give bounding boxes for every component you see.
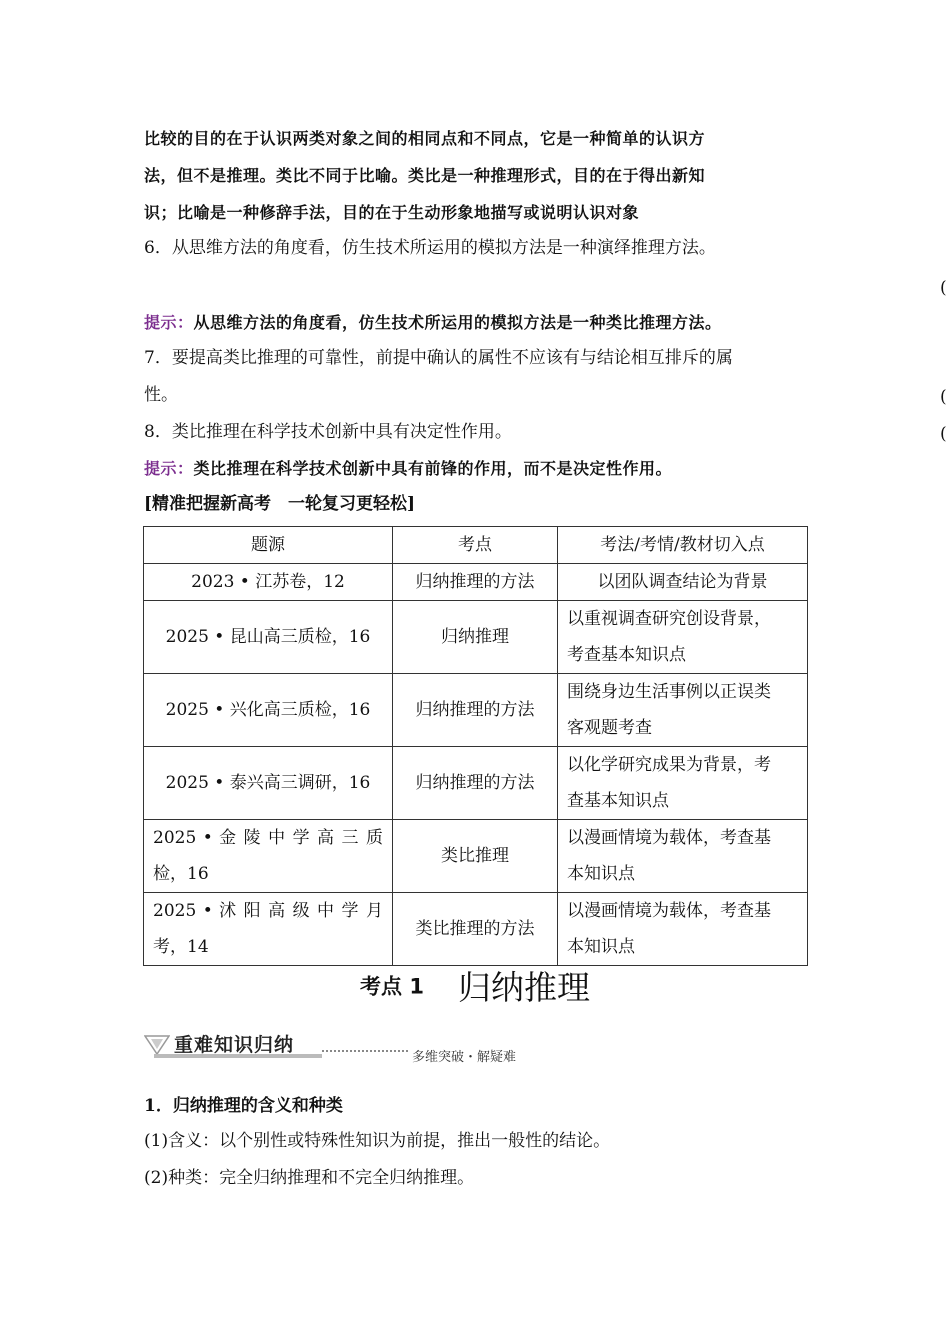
banner-title: 重难知识归纳 [174,1034,295,1056]
table-cell-point: 归纳推理的方法 [393,674,558,747]
kaodian-title: 归纳推理 [457,968,590,1007]
hint-8 [144,459,672,479]
cell-line: 本知识点 [567,937,635,957]
hint-6 [144,313,722,333]
table-cell-method [558,674,808,747]
table-cell-method: 以团队调查结论为背景 [558,564,808,601]
cell-line: 考查基本知识点 [567,645,686,665]
banner-subtitle: 多维突破・解疑难 [412,1050,517,1065]
kaodian-heading [0,962,950,1009]
hint-label: 提示： [144,313,194,332]
cell-line: 以化学研究成果为背景，考 [567,755,771,775]
answer-paren-6: ( [940,278,947,298]
hint-text: 类比推理在科学技术创新中具有前锋的作用，而不是决定性作用。 [193,459,673,478]
paragraph-line: (2)种类：完全归纳推理和不完全归纳推理。 [144,1168,475,1188]
question-7-line1: 7．要提高类比推理的可靠性，前提中确认的属性不应该有与结论相互排斥的属 [144,348,733,368]
section-banner [144,1030,544,1066]
cell-line: 本知识点 [567,864,635,884]
paragraph-line: 比较的目的在于认识两类对象之间的相同点和不同点，它是一种简单的认识方 [144,129,706,148]
cell-line: 以漫画情境为载体，考查基 [567,828,771,848]
table-cell-point: 归纳推理的方法 [393,564,558,601]
question-7-line2: 性。 [144,385,178,405]
table-header: 题源 [144,527,393,564]
table-row [144,893,808,966]
table-header-row [144,527,808,564]
hint-text: 从思维方法的角度看，仿生技术所运用的模拟方法是一种类比推理方法。 [193,313,722,332]
table-cell-point: 归纳推理的方法 [393,747,558,820]
table-row [144,820,808,893]
cell-line: 客观题考查 [567,718,652,738]
table-cell-point: 归纳推理 [393,601,558,674]
table-cell-point: 类比推理 [393,820,558,893]
question-8: 8．类比推理在科学技术创新中具有决定性作用。 [144,422,512,442]
paragraph-line: (1)含义：以个别性或特殊性知识为前提，推出一般性的结论。 [144,1131,611,1151]
table-header: 考法/考情/教材切入点 [558,527,808,564]
table-cell-source: 2025 • 泰兴高三调研，16 [144,747,393,820]
table-cell-source [144,893,393,966]
subsection-heading: 1．归纳推理的含义和种类 [144,1096,343,1116]
cell-line: 以重视调查研究创设背景， [567,609,771,629]
source-table [143,526,808,966]
answer-paren-7: ( [940,387,947,407]
cell-line: 2025 • 金 陵 中 学 高 三 质 [153,828,383,848]
table-cell-point: 类比推理的方法 [393,893,558,966]
table-cell-source: 2025 • 昆山高三质检，16 [144,601,393,674]
question-6: 6．从思维方法的角度看，仿生技术所运用的模拟方法是一种演绎推理方法。 [144,238,716,258]
cell-line: 检，16 [153,864,209,884]
section-heading: [精准把握新高考 一轮复习更轻松] [144,494,416,514]
table-row [144,601,808,674]
triangle-marker-icon [144,1034,170,1056]
table-cell-source [144,820,393,893]
table-cell-source: 2025 • 兴化高三质检，16 [144,674,393,747]
table-header: 考点 [393,527,558,564]
paragraph-line: 法，但不是推理。类比不同于比喻。类比是一种推理形式，目的在于得出新知 [144,166,706,185]
cell-line: 查基本知识点 [567,791,669,811]
table-row [144,747,808,820]
table-cell-method [558,893,808,966]
hint-label: 提示： [144,459,194,478]
answer-paren-8: ( [940,424,947,444]
table-cell-source: 2023 • 江苏卷，12 [144,564,393,601]
cell-line: 2025 • 沭 阳 高 级 中 学 月 [153,901,383,921]
table-cell-method [558,601,808,674]
cell-line: 围绕身边生活事例以正误类 [567,682,771,702]
kaodian-number: 考点 1 [360,974,424,999]
table-row [144,674,808,747]
table-row [144,564,808,601]
cell-line: 考，14 [153,937,209,957]
cell-line: 以漫画情境为载体，考查基 [567,901,771,921]
paragraph-line: 识；比喻是一种修辞手法，目的在于生动形象地描写或说明认识对象 [144,203,640,222]
table-cell-method [558,747,808,820]
banner-dots [322,1050,408,1052]
table-cell-method [558,820,808,893]
